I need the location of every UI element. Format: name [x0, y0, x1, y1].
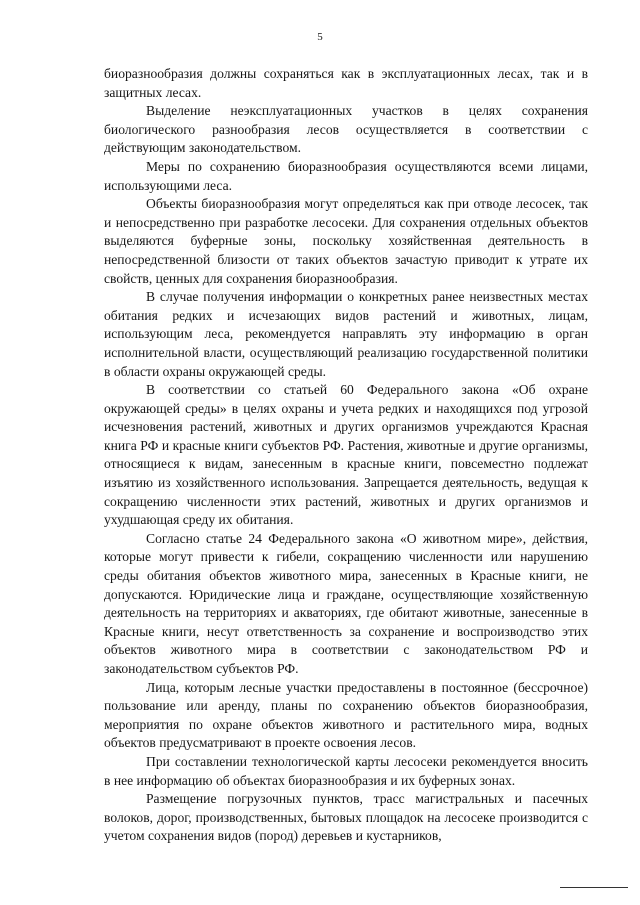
paragraph: В соответствии со статьей 60 Федерального закона «Об охране окружающей среды» в целях охраны и учета редких и находящихся под угрозой исчезновения растений, животных и других организмов учреждаются Красная книга РФ и красные книги субъектов РФ. Растения, животные и другие организмы, относящиеся к видам, занесенным в красные книги, повсеместно подлежат изъятию из хозяйственного использования. Запрещается деятельность, ведущая к сокращению численности этих растений, животных и других организмов и ухудшающая среду их обитания. [104, 382, 588, 528]
paragraph: Объекты биоразнообразия могут определяться как при отводе лесосек, так и непосредственно при разработке лесосеки. Для сохранения отдельных объектов выделяются буферные зоны, поскольку хозяйственная деятельность в непосредственной близости от таких объектов зачастую приводит к утрате их свойств, ценных для сохранения биоразнообразия. [104, 196, 588, 286]
paragraph: Размещение погрузочных пунктов, трасс магистральных и пасечных волоков, дорог, производственных, бытовых площадок на лесосеке производится с учетом сохранения видов (пород) деревьев и кустарников, [104, 791, 588, 844]
paragraph: Лица, которым лесные участки предоставлены в постоянное (бессрочное) пользование или аренду, планы по сохранению объектов биоразнообразия, мероприятия по охране объектов животного и растительного мира, водных объектов предусматривают в проекте освоения лесов. [104, 679, 588, 751]
document-body [104, 65, 588, 846]
paragraph: В случае получения информации о конкретных ранее неизвестных местах обитания редких и исчезающих видов растений и животных, лицам, использующим леса, рекомендуется направлять эту информацию в орган исполнительной власти, осуществляющий реализацию государственной политики в области охраны окружающей среды. [104, 289, 588, 379]
footer-rule [560, 887, 628, 888]
page-number: 5 [317, 31, 323, 43]
paragraph-continuation: биоразнообразия должны сохраняться как в эксплуатационных лесах, так и в защитных лесах. [104, 66, 588, 100]
paragraph: Согласно статье 24 Федерального закона «О животном мире», действия, которые могут привести к гибели, сокращению численности или нарушению среды обитания объектов животного мира, занесенных в Красные книги, не допускаются. Юридические лица и граждане, осуществляющие хозяйственную деятельность на территориях и акваториях, где обитают животные, занесенные в Красные книги, несут ответственность за сохранение и воспроизводство этих объектов животного мира в соответствии с законодательством РФ и законодательством субъектов РФ. [104, 530, 588, 676]
paragraph: Меры по сохранению биоразнообразия осуществляются всеми лицами, использующими леса. [104, 158, 588, 193]
paragraph: При составлении технологической карты лесосеки рекомендуется вносить в нее информацию об объектах биоразнообразия и их буферных зонах. [104, 753, 588, 788]
paragraph: Выделение неэксплуатационных участков в целях сохранения биологического разнообразия лесов осуществляется в соответствии с действующим законодательством. [104, 103, 588, 156]
